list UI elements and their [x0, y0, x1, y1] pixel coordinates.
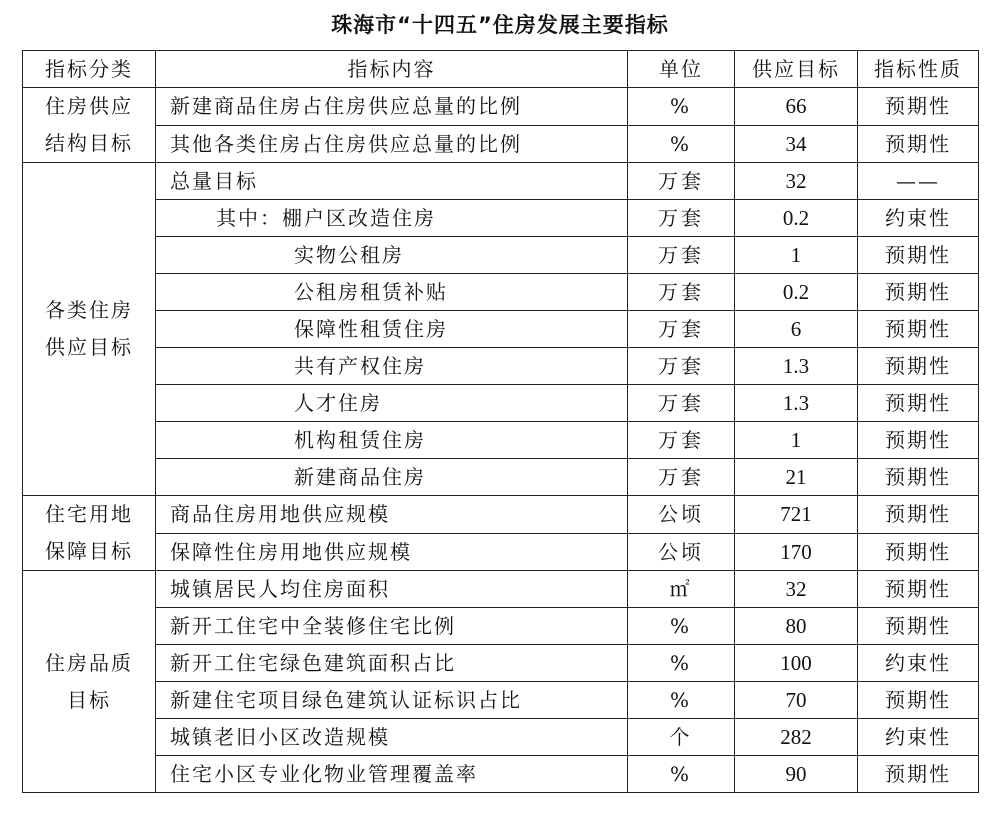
content-cell: 其中：棚户区改造住房 [156, 200, 628, 237]
target-cell: 6 [735, 311, 858, 348]
nature-cell: 预期性 [858, 422, 979, 459]
table-row [23, 311, 979, 348]
unit-cell: 万套 [628, 200, 735, 237]
category-cell: 住房品质 目标 [23, 571, 156, 793]
table-row [23, 237, 979, 274]
header-row [23, 51, 979, 88]
content-cell: 实物公租房 [156, 237, 628, 274]
content-cell: 新建商品住房 [156, 459, 628, 496]
content-cell: 新开工住宅中全装修住宅比例 [156, 608, 628, 645]
nature-cell: 预期性 [858, 533, 979, 571]
table-row [23, 608, 979, 645]
table-row [23, 533, 979, 571]
category-cell: 住宅用地 保障目标 [23, 496, 156, 571]
indicators-table [22, 50, 979, 793]
target-cell: 0.2 [735, 274, 858, 311]
unit-cell: 万套 [628, 459, 735, 496]
header-nature: 指标性质 [858, 51, 979, 88]
header-unit: 单位 [628, 51, 735, 88]
unit-cell: % [628, 88, 735, 126]
content-cell: 其他各类住房占住房供应总量的比例 [156, 125, 628, 163]
target-cell: 21 [735, 459, 858, 496]
table-body [23, 88, 979, 793]
unit-cell: 公顷 [628, 533, 735, 571]
content-cell: 城镇居民人均住房面积 [156, 571, 628, 608]
table-row [23, 200, 979, 237]
unit-cell: % [628, 682, 735, 719]
target-cell: 100 [735, 645, 858, 682]
unit-cell: % [628, 756, 735, 793]
content-cell: 人才住房 [156, 385, 628, 422]
table-row [23, 459, 979, 496]
nature-cell: 约束性 [858, 719, 979, 756]
table-row [23, 496, 979, 534]
content-cell: 公租房租赁补贴 [156, 274, 628, 311]
nature-cell: —— [858, 163, 979, 200]
unit-cell: % [628, 645, 735, 682]
header-target: 供应目标 [735, 51, 858, 88]
unit-cell: 万套 [628, 422, 735, 459]
content-cell: 住宅小区专业化物业管理覆盖率 [156, 756, 628, 793]
table-row [23, 163, 979, 200]
header-content: 指标内容 [156, 51, 628, 88]
target-cell: 80 [735, 608, 858, 645]
content-cell: 新建商品住房占住房供应总量的比例 [156, 88, 628, 126]
category-cell: 各类住房 供应目标 [23, 163, 156, 496]
target-cell: 1 [735, 422, 858, 459]
target-cell: 0.2 [735, 200, 858, 237]
nature-cell: 预期性 [858, 756, 979, 793]
nature-cell: 预期性 [858, 459, 979, 496]
unit-cell: 公顷 [628, 496, 735, 534]
target-cell: 66 [735, 88, 858, 126]
target-cell: 34 [735, 125, 858, 163]
nature-cell: 约束性 [858, 200, 979, 237]
nature-cell: 预期性 [858, 496, 979, 534]
target-cell: 282 [735, 719, 858, 756]
unit-cell: 万套 [628, 274, 735, 311]
content-cell: 共有产权住房 [156, 348, 628, 385]
table-row [23, 719, 979, 756]
unit-cell: 万套 [628, 163, 735, 200]
content-cell: 商品住房用地供应规模 [156, 496, 628, 534]
target-cell: 1.3 [735, 348, 858, 385]
target-cell: 170 [735, 533, 858, 571]
table-row [23, 571, 979, 608]
target-cell: 32 [735, 163, 858, 200]
nature-cell: 约束性 [858, 645, 979, 682]
table-row [23, 422, 979, 459]
unit-cell: % [628, 125, 735, 163]
table-title: 珠海市“十四五”住房发展主要指标 [331, 13, 669, 37]
content-cell: 保障性住房用地供应规模 [156, 533, 628, 571]
content-cell: 新开工住宅绿色建筑面积占比 [156, 645, 628, 682]
unit-cell: 万套 [628, 385, 735, 422]
target-cell: 32 [735, 571, 858, 608]
content-cell: 总量目标 [156, 163, 628, 200]
content-cell: 保障性租赁住房 [156, 311, 628, 348]
category-cell: 住房供应 结构目标 [23, 88, 156, 163]
target-cell: 1.3 [735, 385, 858, 422]
content-cell: 机构租赁住房 [156, 422, 628, 459]
target-cell: 70 [735, 682, 858, 719]
table-row [23, 756, 979, 793]
unit-cell: ㎡ [628, 571, 735, 608]
table-row [23, 645, 979, 682]
nature-cell: 预期性 [858, 237, 979, 274]
nature-cell: 预期性 [858, 348, 979, 385]
nature-cell: 预期性 [858, 125, 979, 163]
target-cell: 721 [735, 496, 858, 534]
table-row [23, 682, 979, 719]
table-row [23, 274, 979, 311]
nature-cell: 预期性 [858, 274, 979, 311]
table-row [23, 348, 979, 385]
unit-cell: % [628, 608, 735, 645]
unit-cell: 万套 [628, 237, 735, 274]
nature-cell: 预期性 [858, 682, 979, 719]
table-row [23, 88, 979, 126]
target-cell: 1 [735, 237, 858, 274]
header-category: 指标分类 [23, 51, 156, 88]
nature-cell: 预期性 [858, 88, 979, 126]
target-cell: 90 [735, 756, 858, 793]
table-row [23, 125, 979, 163]
table-row [23, 385, 979, 422]
unit-cell: 万套 [628, 348, 735, 385]
unit-cell: 个 [628, 719, 735, 756]
nature-cell: 预期性 [858, 571, 979, 608]
content-cell: 城镇老旧小区改造规模 [156, 719, 628, 756]
content-cell: 新建住宅项目绿色建筑认证标识占比 [156, 682, 628, 719]
nature-cell: 预期性 [858, 608, 979, 645]
nature-cell: 预期性 [858, 311, 979, 348]
unit-cell: 万套 [628, 311, 735, 348]
nature-cell: 预期性 [858, 385, 979, 422]
